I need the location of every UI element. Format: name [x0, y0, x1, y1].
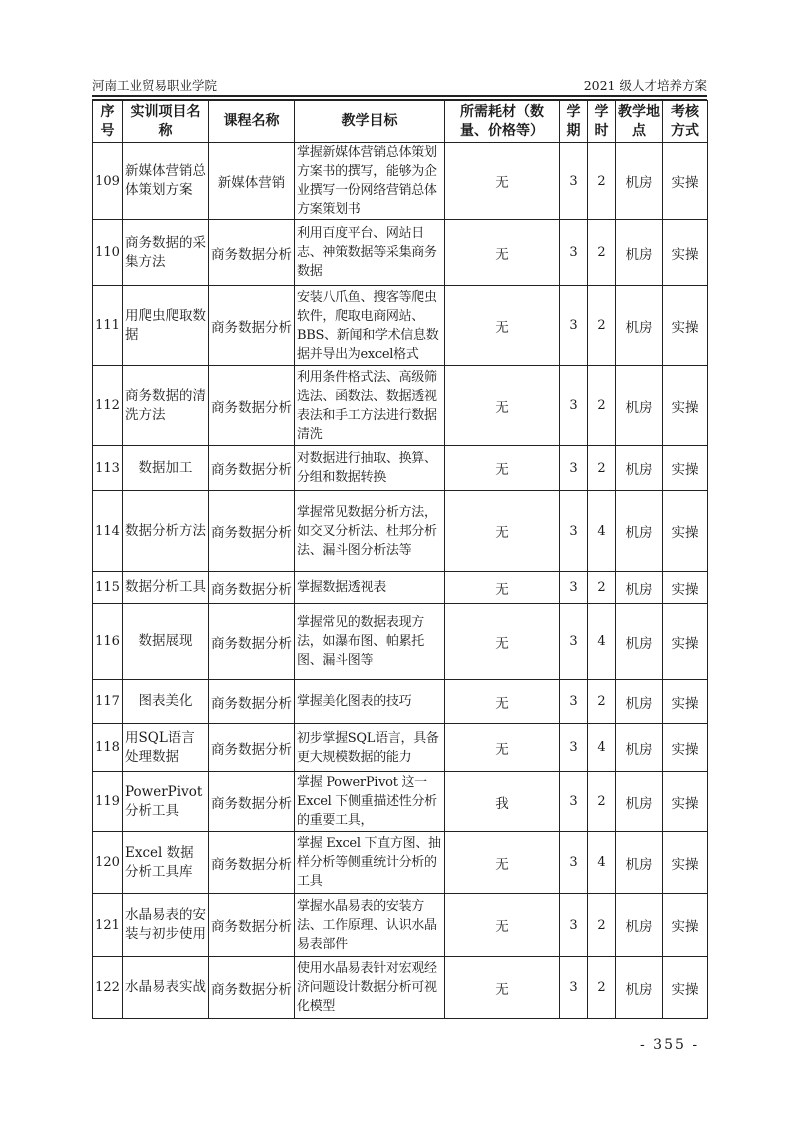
cell-location: 机房	[616, 894, 663, 957]
cell-item: 水晶易表实战	[123, 957, 209, 1019]
col-header-assessment: 考核方式	[663, 101, 708, 143]
cell-term: 3	[560, 680, 588, 724]
cell-term: 3	[560, 604, 588, 680]
col-header-goal: 教学目标	[295, 101, 445, 143]
cell-goal: 对数据进行抽取、换算、分组和数据转换	[295, 446, 445, 491]
cell-materials: 无	[445, 572, 560, 604]
table-row	[93, 572, 708, 604]
table-body	[93, 143, 708, 1019]
cell-location: 机房	[616, 366, 663, 446]
cell-hours: 2	[588, 680, 616, 724]
cell-term: 3	[560, 832, 588, 894]
cell-assessment: 实操	[663, 220, 708, 286]
cell-course: 商务数据分析	[209, 680, 295, 724]
cell-item: 商务数据的采集方法	[123, 220, 209, 286]
cell-location: 机房	[616, 491, 663, 572]
table-header-row	[93, 101, 708, 143]
cell-assessment: 实操	[663, 724, 708, 772]
cell-course: 商务数据分析	[209, 446, 295, 491]
cell-location: 机房	[616, 143, 663, 220]
cell-assessment: 实操	[663, 572, 708, 604]
cell-item: 用爬虫爬取数据	[123, 286, 209, 366]
cell-course: 商务数据分析	[209, 957, 295, 1019]
cell-course: 商务数据分析	[209, 286, 295, 366]
cell-assessment: 实操	[663, 143, 708, 220]
cell-term: 3	[560, 491, 588, 572]
cell-course: 商务数据分析	[209, 894, 295, 957]
cell-seq: 120	[93, 832, 123, 894]
cell-term: 3	[560, 772, 588, 832]
cell-term: 3	[560, 446, 588, 491]
cell-term: 3	[560, 220, 588, 286]
cell-goal: 利用条件格式法、高级筛选法、函数法、数据透视表法和手工方法进行数据清洗	[295, 366, 445, 446]
cell-goal: 掌握 Excel 下直方图、抽样分析等侧重统计分析的工具	[295, 832, 445, 894]
cell-goal: 利用百度平台、网站日志、神策数据等采集商务数据	[295, 220, 445, 286]
table-row	[93, 894, 708, 957]
cell-seq: 117	[93, 680, 123, 724]
cell-course: 商务数据分析	[209, 604, 295, 680]
cell-course: 商务数据分析	[209, 220, 295, 286]
cell-goal: 掌握水晶易表的安装方法、工作原理、认识水晶易表部件	[295, 894, 445, 957]
cell-materials: 无	[445, 680, 560, 724]
cell-term: 3	[560, 286, 588, 366]
cell-seq: 119	[93, 772, 123, 832]
cell-materials: 无	[445, 724, 560, 772]
cell-materials: 无	[445, 446, 560, 491]
cell-assessment: 实操	[663, 366, 708, 446]
col-header-course: 课程名称	[209, 101, 295, 143]
cell-goal: 掌握常见数据分析方法，如交叉分析法、杜邦分析法、漏斗图分析法等	[295, 491, 445, 572]
header-rule-thick	[92, 95, 707, 97]
page-header	[92, 77, 707, 95]
cell-location: 机房	[616, 957, 663, 1019]
cell-item: 图表美化	[123, 680, 209, 724]
cell-term: 3	[560, 894, 588, 957]
training-projects-table	[92, 100, 708, 1019]
cell-hours: 2	[588, 446, 616, 491]
cell-course: 商务数据分析	[209, 491, 295, 572]
cell-goal: 掌握数据透视表	[295, 572, 445, 604]
cell-location: 机房	[616, 220, 663, 286]
col-header-term: 学期	[560, 101, 588, 143]
cell-location: 机房	[616, 772, 663, 832]
cell-goal: 掌握 PowerPivot 这一Excel 下侧重描述性分析的重要工具，	[295, 772, 445, 832]
cell-goal: 掌握新媒体营销总体策划方案书的撰写，能够为企业撰写一份网络营销总体方案策划书	[295, 143, 445, 220]
cell-item: 数据分析工具	[123, 572, 209, 604]
cell-item: 数据加工	[123, 446, 209, 491]
cell-location: 机房	[616, 832, 663, 894]
cell-assessment: 实操	[663, 832, 708, 894]
table-row	[93, 286, 708, 366]
cell-materials: 无	[445, 832, 560, 894]
cell-seq: 115	[93, 572, 123, 604]
table-row	[93, 772, 708, 832]
cell-hours: 2	[588, 894, 616, 957]
cell-seq: 109	[93, 143, 123, 220]
cell-materials: 无	[445, 957, 560, 1019]
cell-item: 用SQL语言处理数据	[123, 724, 209, 772]
table-row	[93, 220, 708, 286]
cell-item: 新媒体营销总体策划方案	[123, 143, 209, 220]
cell-hours: 4	[588, 491, 616, 572]
cell-materials: 无	[445, 894, 560, 957]
page-number: - 355 -	[640, 1037, 700, 1053]
cell-seq: 110	[93, 220, 123, 286]
cell-item: 商务数据的清洗方法	[123, 366, 209, 446]
cell-seq: 114	[93, 491, 123, 572]
cell-materials: 无	[445, 220, 560, 286]
cell-seq: 112	[93, 366, 123, 446]
table-row	[93, 832, 708, 894]
table-row	[93, 957, 708, 1019]
cell-materials: 无	[445, 604, 560, 680]
cell-materials: 无	[445, 366, 560, 446]
table-row	[93, 680, 708, 724]
table-row	[93, 724, 708, 772]
cell-assessment: 实操	[663, 286, 708, 366]
cell-term: 3	[560, 366, 588, 446]
cell-hours: 2	[588, 772, 616, 832]
cell-goal: 初步掌握SQL语言，具备更大规模数据的能力	[295, 724, 445, 772]
cell-hours: 4	[588, 724, 616, 772]
col-header-item: 实训项目名称	[123, 101, 209, 143]
document-title: 2021 级人才培养方案	[583, 78, 707, 93]
cell-seq: 113	[93, 446, 123, 491]
cell-goal: 掌握美化图表的技巧	[295, 680, 445, 724]
cell-goal: 掌握常见的数据表现方法，如瀑布图、帕累托图、漏斗图等	[295, 604, 445, 680]
table-row	[93, 366, 708, 446]
cell-course: 商务数据分析	[209, 832, 295, 894]
cell-course: 商务数据分析	[209, 772, 295, 832]
cell-hours: 2	[588, 143, 616, 220]
col-header-hours: 学时	[588, 101, 616, 143]
institution-name: 河南工业贸易职业学院	[92, 78, 218, 93]
cell-location: 机房	[616, 446, 663, 491]
cell-assessment: 实操	[663, 604, 708, 680]
cell-location: 机房	[616, 572, 663, 604]
cell-hours: 2	[588, 957, 616, 1019]
cell-seq: 121	[93, 894, 123, 957]
cell-item: 数据展现	[123, 604, 209, 680]
cell-assessment: 实操	[663, 772, 708, 832]
cell-course: 商务数据分析	[209, 366, 295, 446]
cell-materials: 我	[445, 772, 560, 832]
table-row	[93, 446, 708, 491]
cell-course: 新媒体营销	[209, 143, 295, 220]
cell-goal: 使用水晶易表针对宏观经济问题设计数据分析可视化模型	[295, 957, 445, 1019]
cell-location: 机房	[616, 286, 663, 366]
cell-hours: 2	[588, 286, 616, 366]
cell-assessment: 实操	[663, 894, 708, 957]
table-row	[93, 491, 708, 572]
cell-assessment: 实操	[663, 680, 708, 724]
table-row	[93, 604, 708, 680]
cell-location: 机房	[616, 724, 663, 772]
cell-item: Excel 数据分析工具库	[123, 832, 209, 894]
cell-materials: 无	[445, 491, 560, 572]
cell-hours: 2	[588, 220, 616, 286]
cell-item: PowerPivot分析工具	[123, 772, 209, 832]
cell-goal: 安装八爪鱼、搜客等爬虫软件，爬取电商网站、BBS、新闻和学术信息数据并导出为excel格式	[295, 286, 445, 366]
cell-assessment: 实操	[663, 957, 708, 1019]
cell-assessment: 实操	[663, 491, 708, 572]
cell-hours: 4	[588, 832, 616, 894]
cell-materials: 无	[445, 286, 560, 366]
cell-materials: 无	[445, 143, 560, 220]
table-row	[93, 143, 708, 220]
cell-hours: 4	[588, 604, 616, 680]
cell-term: 3	[560, 572, 588, 604]
cell-course: 商务数据分析	[209, 572, 295, 604]
cell-term: 3	[560, 724, 588, 772]
cell-seq: 118	[93, 724, 123, 772]
cell-term: 3	[560, 957, 588, 1019]
cell-assessment: 实操	[663, 446, 708, 491]
cell-seq: 122	[93, 957, 123, 1019]
cell-hours: 2	[588, 572, 616, 604]
cell-term: 3	[560, 143, 588, 220]
cell-seq: 111	[93, 286, 123, 366]
col-header-location: 教学地点	[616, 101, 663, 143]
col-header-seq: 序号	[93, 101, 123, 143]
cell-location: 机房	[616, 604, 663, 680]
cell-hours: 2	[588, 366, 616, 446]
cell-item: 数据分析方法	[123, 491, 209, 572]
cell-course: 商务数据分析	[209, 724, 295, 772]
col-header-materials: 所需耗材（数量、价格等）	[445, 101, 560, 143]
cell-item: 水晶易表的安装与初步使用	[123, 894, 209, 957]
cell-seq: 116	[93, 604, 123, 680]
cell-location: 机房	[616, 680, 663, 724]
